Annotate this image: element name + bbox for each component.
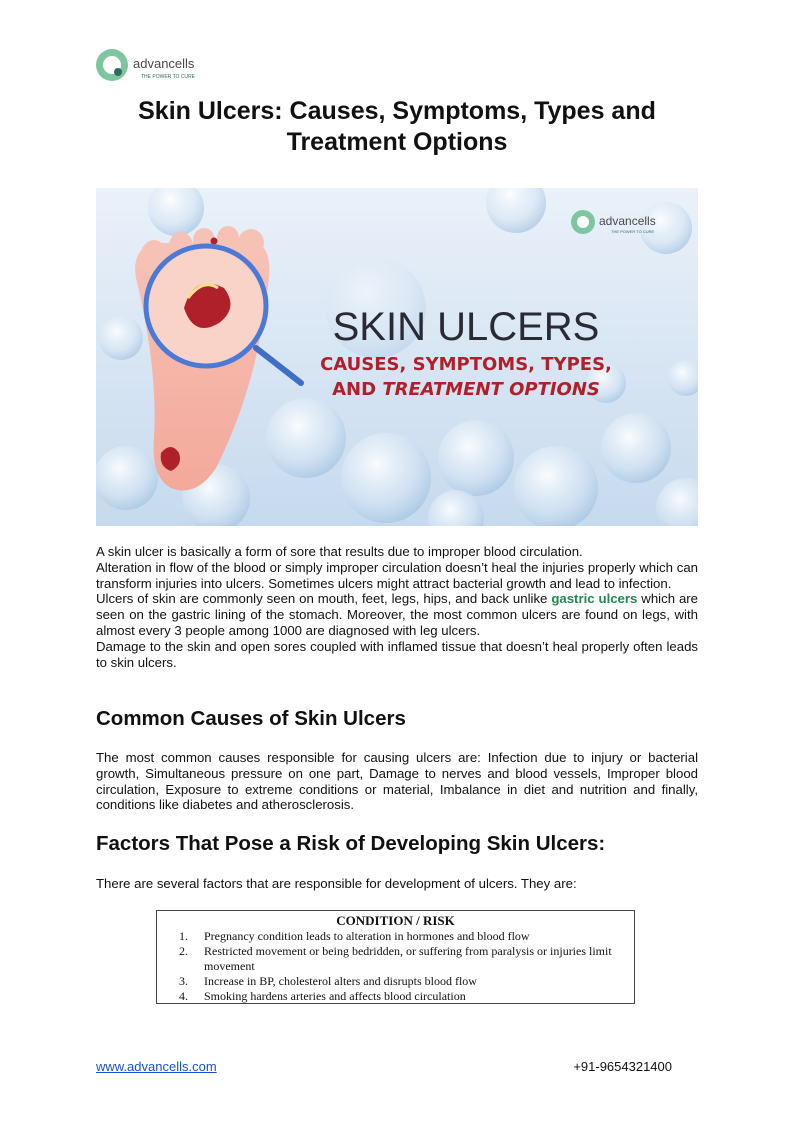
logo-brand: advancells (133, 56, 195, 71)
risk-heading: Factors That Pose a Risk of Developing Skin Ulcers: (96, 832, 606, 855)
risk-item: 1. Pregnancy condition leads to alteration in hormones and blood flow (179, 929, 530, 943)
intro-text (96, 544, 698, 670)
hero-subline-2: AND TREATMENT OPTIONS (332, 379, 600, 400)
risk-item: 3. Increase in BP, cholesterol alters and disrupts blood flow (179, 974, 477, 988)
risk-item: 4. Smoking hardens arteries and affects blood circulation (179, 989, 466, 1003)
intro-paragraph-2: Alteration in flow of the blood or simply improper circulation doesn’t heal the injuries properly which can transform injuries into ulcers. Sometimes ulcers might attract bacterial growth and lead to infection. (96, 559, 698, 591)
hero-headline: SKIN ULCERS (332, 305, 600, 349)
causes-heading: Common Causes of Skin Ulcers (96, 707, 406, 730)
hero-logo (571, 210, 656, 234)
risk-intro-text: There are several factors that are responsible for development of ulcers. They are: (96, 876, 577, 891)
logo-tagline: THE POWER TO CURE (141, 74, 195, 80)
hero-logo-tagline: THE POWER TO CURE (611, 229, 655, 234)
hero-logo-brand: advancells (599, 214, 656, 228)
advancells-logo (95, 46, 225, 84)
gastric-ulcers-link[interactable]: gastric ulcers (551, 591, 638, 607)
intro-paragraph-1: A skin ulcer is basically a form of sore that results due to improper blood circulation. (96, 544, 583, 559)
intro-paragraph-4: Damage to the skin and open sores coupled with inflamed tissue that doesn’t heal properly often leads to skin ulcers. (96, 638, 698, 670)
risk-table (156, 910, 635, 1004)
intro-paragraph-3: Ulcers of skin are commonly seen on mouth, feet, legs, hips, and back unlike gastric ulcers which are seen on the gastric lining of the stomach. Moreover, the most common ulcers are found on legs, with almost every 3 people among 1000 are diagnosed with leg ulcers. (96, 591, 699, 638)
hero-image (96, 188, 698, 526)
page-title: Skin Ulcers: Causes, Symptoms, Types and Treatment Options (138, 97, 656, 156)
causes-text: The most common causes responsible for causing ulcers are: Infection due to injury or bacterial growth, Simultaneous pressure on one part, Damage to nerves and blood vessels, Improper blood circulation, Exposure to extreme conditions or material, Imbalance in diet and nutrition and finally, conditions like diabetes and atherosclerosis. (96, 750, 698, 813)
risk-list (157, 929, 634, 1004)
risk-table-header: CONDITION / RISK (336, 913, 455, 928)
phone-number: +91-9654321400 (573, 1059, 672, 1074)
risk-item: 2. Restricted movement or being bedridden, or suffering from paralysis or injuries limit movement (179, 944, 612, 973)
hero-subline-1: CAUSES, SYMPTOMS, TYPES, (320, 354, 612, 375)
website-link[interactable]: www.advancells.com (96, 1059, 217, 1074)
